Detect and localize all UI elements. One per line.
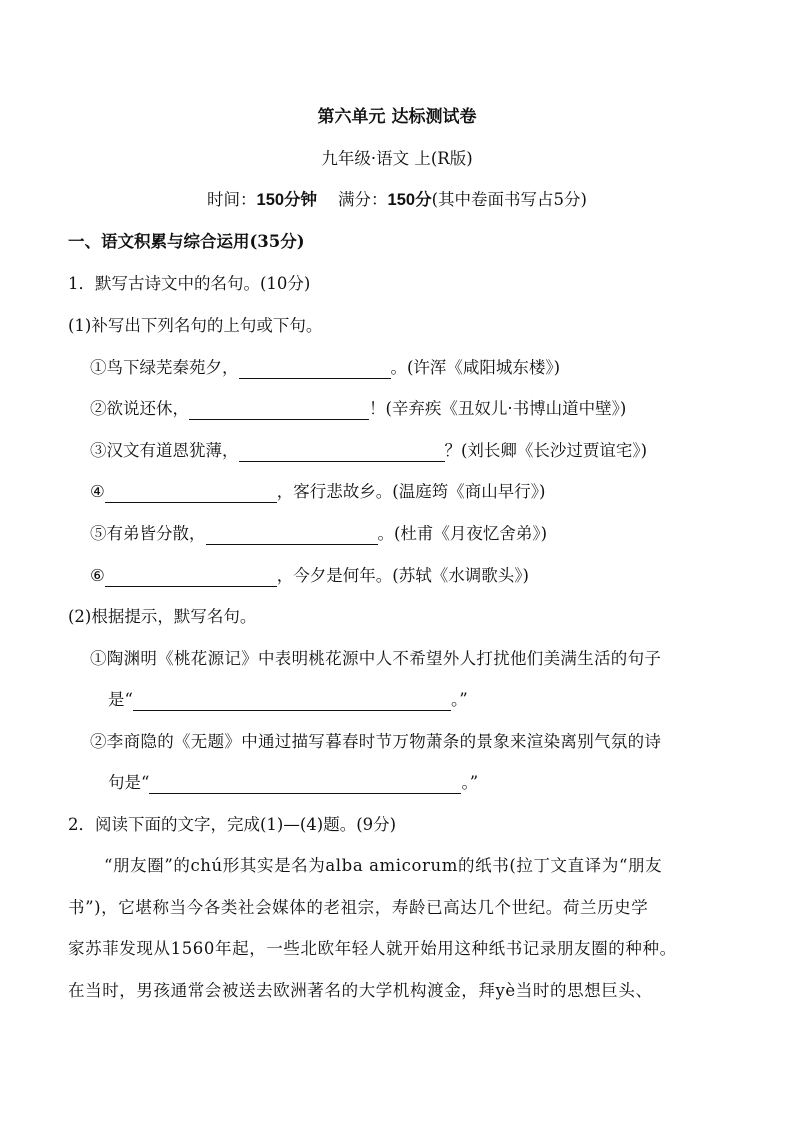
answer-blank[interactable] xyxy=(239,443,445,462)
item-source: ，客行悲故乡。(温庭筠《商山早行》) xyxy=(276,482,546,501)
fill-item-2 xyxy=(90,398,626,420)
passage-line: 家苏菲发现从1560年起，一些北欧年轻人就开始用这种纸书记录朋友圈的种种。 xyxy=(68,939,677,958)
answer-blank[interactable] xyxy=(133,692,451,711)
item-text: ③汉文有道恩犹薄， xyxy=(90,441,239,460)
item-source: ，今夕是何年。(苏轼《水调歌头》) xyxy=(276,566,529,585)
section-heading: 一、语文积累与综合运用(35分) xyxy=(68,232,305,251)
passage-line: 书”)，它堪称当今各类社会媒体的老祖宗，寿龄已高达几个世纪。荷兰历史学 xyxy=(68,898,649,917)
page-title: 第六单元 达标测试卷 xyxy=(317,107,477,127)
fill-item-5 xyxy=(90,523,547,545)
passage-line: “朋友圈”的chú形其实是名为alba amicorum的纸书(拉丁文直译为“朋友 xyxy=(104,856,663,875)
item-text: ⑤有弟皆分散， xyxy=(90,524,206,543)
item-source: ？(刘长卿《长沙过贾谊宅》) xyxy=(444,441,648,460)
item-source: ！(辛弃疾《丑奴儿·书博山道中壁》) xyxy=(369,399,627,418)
fill-item-6 xyxy=(90,565,529,587)
time-value: 150分钟 xyxy=(256,191,318,209)
passage-line: 在当时，男孩通常会被送去欧洲著名的大学机构渡金，拜yè当时的思想巨头、 xyxy=(68,981,653,1000)
prompt-1: ①陶渊明《桃花源记》中表明桃花源中人不希望外人打扰他们美满生活的句子 xyxy=(90,649,662,668)
answer-lead: 句是“ xyxy=(108,773,150,792)
answer-blank[interactable] xyxy=(149,775,461,794)
answer-blank[interactable] xyxy=(239,360,391,379)
fill-item-4 xyxy=(90,481,545,503)
prompt-2-answer xyxy=(108,772,478,794)
item-source: 。(许浑《咸阳城东楼》) xyxy=(390,358,561,377)
prompt-2: ②李商隐的《无题》中通过描写暮春时节万物萧条的景象来渲染离别气氛的诗 xyxy=(90,732,662,751)
answer-blank[interactable] xyxy=(206,526,378,545)
item-text: ②欲说还休， xyxy=(90,399,189,418)
question-1-stem: 1．默写古诗文中的名句。(10分) xyxy=(68,274,311,293)
question-1-part-2-stem: (2)根据提示，默写名句。 xyxy=(68,607,257,626)
fill-item-3 xyxy=(90,440,647,462)
page-subtitle: 九年级·语文 上(R版) xyxy=(321,149,473,168)
answer-lead: 是“ xyxy=(108,690,133,709)
score-value: 150分 xyxy=(387,191,432,209)
score-label: 满分： xyxy=(338,190,388,209)
question-1-part-1-stem: (1)补写出下列名句的上句或下句。 xyxy=(68,316,323,335)
answer-end: 。” xyxy=(461,773,479,792)
answer-blank[interactable] xyxy=(105,568,277,587)
answer-blank[interactable] xyxy=(105,484,277,503)
question-2-stem: 2．阅读下面的文字，完成(1)—(4)题。(9分) xyxy=(68,815,397,834)
prompt-1-answer xyxy=(108,689,468,711)
fill-item-1 xyxy=(90,357,560,379)
exam-info xyxy=(0,189,794,211)
answer-blank[interactable] xyxy=(189,401,369,420)
item-text: ⑥ xyxy=(90,566,105,585)
item-source: 。(杜甫《月夜忆舍弟》) xyxy=(377,524,548,543)
answer-end: 。” xyxy=(450,690,468,709)
item-text: ①鸟下绿芜秦苑夕， xyxy=(90,358,239,377)
item-text: ④ xyxy=(90,482,105,501)
score-note: (其中卷面书写占5分) xyxy=(431,190,587,209)
time-label: 时间： xyxy=(207,190,257,209)
